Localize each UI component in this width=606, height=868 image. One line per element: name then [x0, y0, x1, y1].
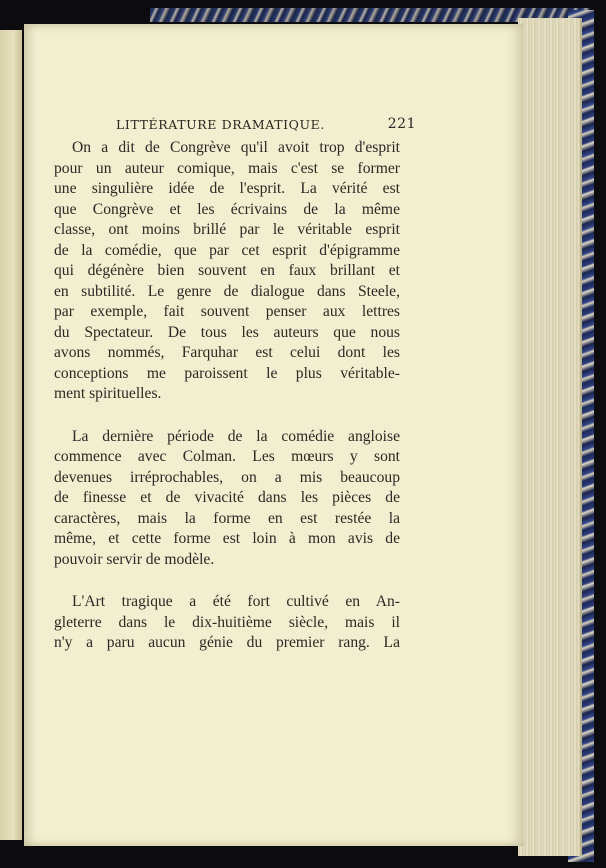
text-line: L'Art tragique a été fort cultivé en An-: [72, 593, 400, 610]
text-line: que Congrève et les écrivains de la même: [54, 200, 400, 218]
page-stack-edge: [518, 18, 582, 856]
paragraph-gap: [54, 570, 400, 592]
book-page: [24, 24, 524, 846]
text-line: La dernière période de la comédie angloise: [72, 427, 400, 445]
paragraph-gap: [54, 405, 400, 427]
text-line: en subtilité. Le genre de dialogue dans Steele,: [54, 282, 400, 300]
body-text: [54, 138, 400, 654]
page-number: 221: [387, 116, 416, 132]
text-line: conceptions me paroissent le plus véritable-: [54, 364, 400, 382]
text-line: devenues irréprochables, on a mis beaucoup: [54, 468, 400, 486]
text-line: ment spirituelles.: [54, 385, 162, 402]
text-line: n'y a paru aucun génie du premier rang. La: [54, 634, 400, 651]
text-line: On a dit de Congrève qu'il avoit trop d'esprit: [72, 139, 400, 156]
text-line: gleterre dans le dix-huitième siècle, mais il: [54, 613, 400, 631]
facing-page-edge: [0, 30, 22, 840]
text-line: du Spectateur. De tous les auteurs que nous: [54, 323, 400, 341]
text-line: par exemple, fait souvent penser aux lettres: [54, 303, 400, 320]
text-line: classe, ont moins brillé par le véritable esprit: [54, 221, 400, 238]
text-line: avons nommés, Farquhar est celui dont les: [54, 344, 400, 361]
text-line: même, et cette forme est loin à mon avis de: [54, 530, 400, 547]
running-title: LITTÉRATURE DRAMATIQUE.: [116, 117, 325, 132]
text-line: qui dégénère bien souvent en faux brillant et: [54, 262, 400, 279]
text-line: de la comédie, que par cet esprit d'épigramme: [54, 241, 400, 259]
text-line: commence avec Colman. Les mœurs y sont: [54, 448, 400, 465]
text-line: caractères, mais la forme en est restée la: [54, 509, 400, 527]
text-line: une singulière idée de l'esprit. La vérité est: [54, 180, 400, 197]
text-line: pouvoir servir de modèle.: [54, 550, 215, 568]
text-line: pour un auteur comique, mais c'est se former: [54, 159, 400, 177]
text-line: de finesse et de vivacité dans les pièces de: [54, 489, 400, 506]
